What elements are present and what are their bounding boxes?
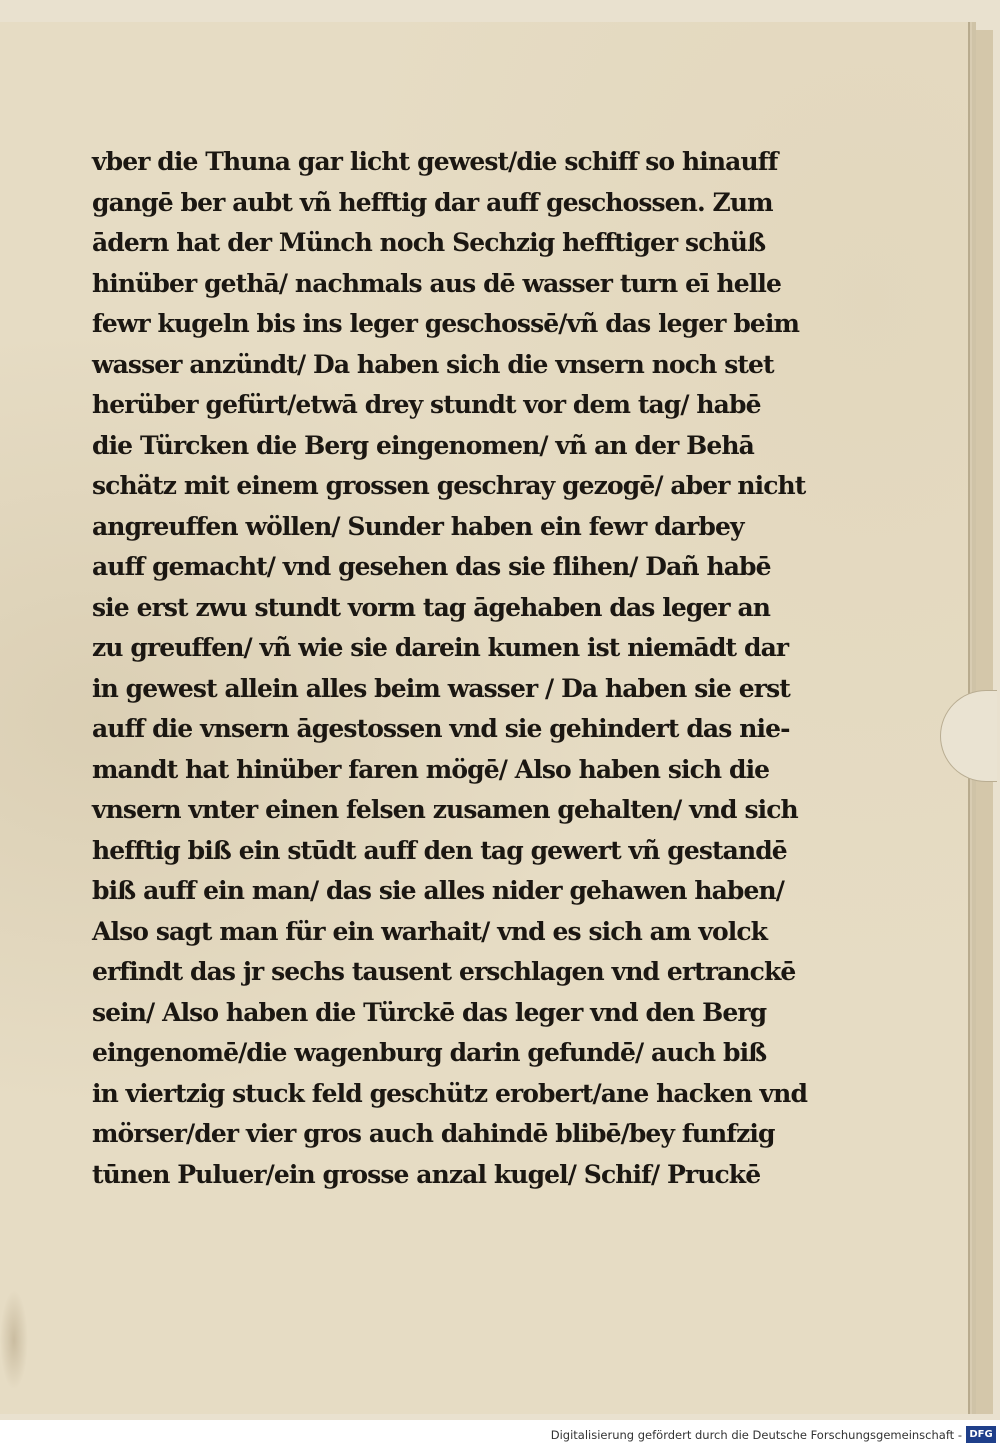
text-line: angreuffen wöllen/ Sunder haben ein fewr darbey (92, 511, 744, 541)
text-line: wasser anzündt/ Da haben sich die vnsern noch stet (92, 349, 774, 379)
text-line: in gewest allein alles beim wasser / Da haben sie erst (92, 673, 790, 703)
text-line: schätz mit einem grossen geschray gezogē/ aber nicht (92, 471, 806, 500)
text-line: zu greuffen/ vñ wie sie darein kumen ist niemādt dar (92, 633, 789, 662)
page-text-block (92, 142, 832, 1195)
text-line: vnsern vnter einen felsen zusamen gehalten/ vnd sich (92, 795, 798, 824)
text-line: hinüber gethā/ nachmals aus dē wasser turn eī helle (92, 268, 781, 298)
text-line: mandt hat hinüber faren mögē/ Also haben sich die (92, 754, 770, 784)
text-line: vber die Thuna gar licht gewest/die schiff so hinauff (92, 147, 778, 176)
page-stain (0, 1290, 28, 1390)
text-line: ādern hat der Münch noch Sechzig hefftiger schüß (92, 228, 766, 257)
text-line: fewr kugeln bis ins leger geschossē/vñ das leger beim (92, 309, 800, 338)
text-line: herüber gefürt/etwā drey stundt vor dem tag/ habē (92, 390, 761, 419)
text-line: auff gemacht/ vnd gesehen das sie flihen/ Dañ habē (92, 552, 771, 581)
text-line: auff die vnsern āgestossen vnd sie gehindert das nie- (92, 714, 790, 743)
text-line: sein/ Also haben die Türckē das leger vnd den Berg (92, 997, 767, 1027)
text-line: in viertzig stuck feld geschütz erobert/ane hacken vnd (92, 1078, 808, 1108)
footer-credit: Digitalisierung gefördert durch die Deutsche Forschungsgemeinschaft - (550, 1428, 962, 1442)
text-line: eingenomē/die wagenburg darin gefundē/ auch biß (92, 1038, 767, 1067)
text-line: mörser/der vier gros auch dahindē blibē/bey funfzig (92, 1119, 775, 1148)
footer-bar (0, 1420, 1000, 1452)
text-line: gangē ber aubt vñ hefftig dar auff geschossen. Zum (92, 187, 773, 217)
text-line: hefftig biß ein stūdt auff den tag gewert vñ gestandē (92, 835, 787, 865)
text-line: die Türcken die Berg eingenomen/ vñ an der Behā (92, 430, 754, 460)
text-line: sie erst zwu stundt vorm tag āgehaben das leger an (92, 592, 771, 622)
text-line: erfindt das jr sechs tausent erschlagen vnd ertranckē (92, 957, 796, 986)
text-line: Also sagt man für ein warhait/ vnd es sich am volck (92, 916, 768, 946)
dfg-logo-icon: DFG (966, 1426, 996, 1443)
text-line: biß auff ein man/ das sie alles nider gehawen haben/ (92, 876, 784, 905)
text-line: tūnen Puluer/ein grosse anzal kugel/ Schif/ Pruckē (92, 1159, 761, 1189)
